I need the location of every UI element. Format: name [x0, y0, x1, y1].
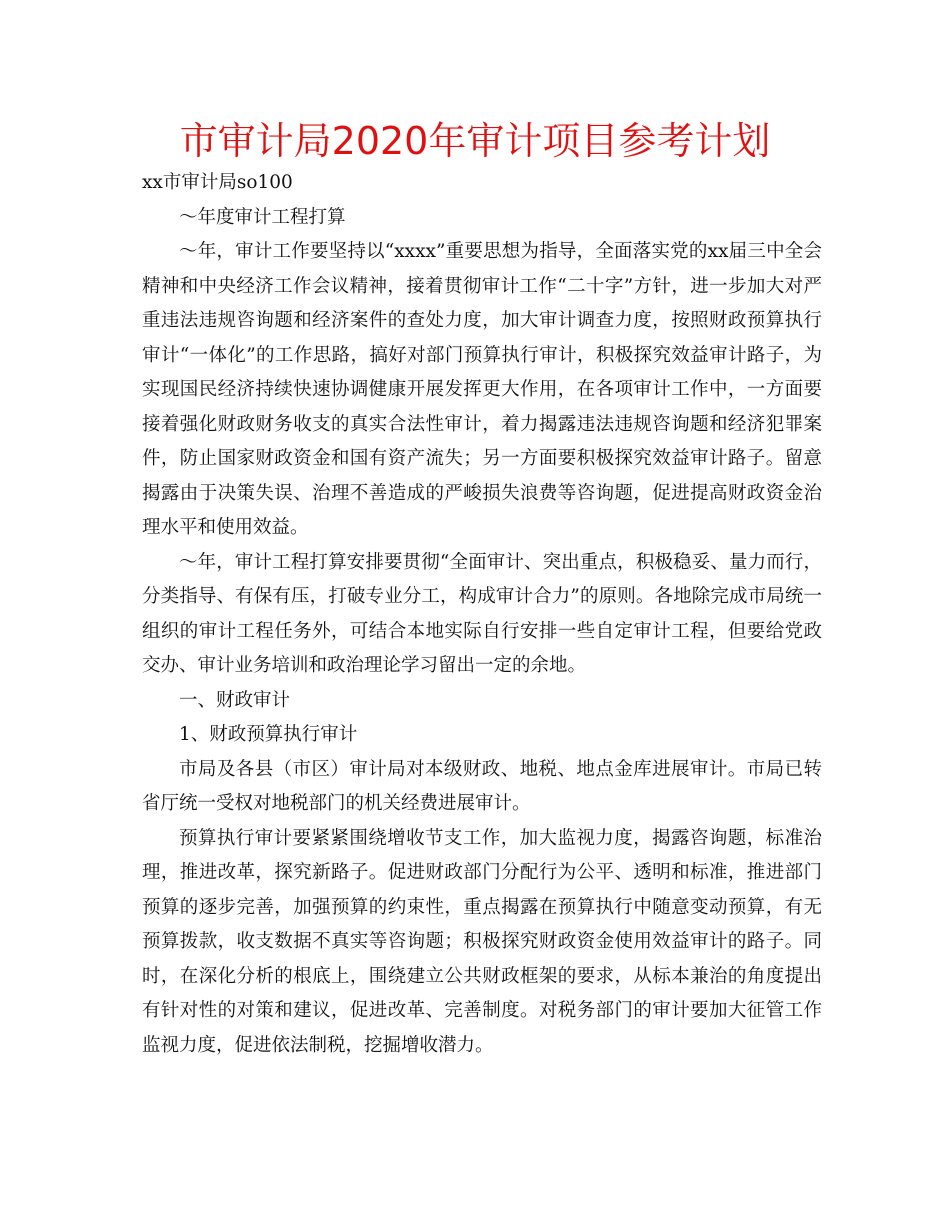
document-body	[142, 166, 822, 1063]
paragraph-budget-audit-details: 预算执行审计要紧紧围绕增收节支工作，加大监视力度，揭露咨询题，标准治理，推进改革，探究新路子。促进财政部门分配行为公平、透明和标准，推进部门预算的逐步完善，加强预算的约束性，重点揭露在预算执行中随意变动预算，有无预算拨款，收支数据不真实等咨询题；积极探究财政资金使用效益审计的路子。同时，在深化分析的根底上，围绕建立公共财政框架的要求，从标本兼治的角度提出有针对性的对策和建议，促进改革、完善制度。对税务部门的审计要加大征管工作监视力度，促进依法制税，挖掘增收潜力。	[142, 827, 822, 1056]
paragraph-overview: ～年，审计工作要坚持以“xxxx”重要思想为指导，全面落实党的xx届三中全会精神和中央经济工作会议精神，接着贯彻审计工作“二十字”方针，进一步加大对严重违法违规咨询题和经济案件的查处力度，加大审计调查力度，按照财政预算执行审计“一体化”的工作思路，搞好对部门预算执行审计，积极探究效益审计路子，为实现国民经济持续快速协调健康开展发挥更大作用，在各项审计工作中，一方面要接着强化财政财务收支的真实合法性审计，着力揭露违法违规咨询题和经济犯罪案件，防止国家财政资金和国有资产流失；另一方面要积极探究效益审计路子。留意揭露由于决策失误、治理不善造成的严峻损失浪费等咨询题，促进提高财政资金治理水平和使用效益。	[142, 241, 822, 538]
section-heading-fiscal-audit: 一、财政审计	[179, 689, 291, 711]
paragraph-principles: ～年，审计工程打算安排要贯彻“全面审计、突出重点，积极稳妥、量力而行，分类指导、有保有压，打破专业分工，构成审计合力”的原则。各地除完成市局统一组织的审计工程任务外，可结合本地实际自行安排一些自定审计工程，但要给党政交办、审计业务培训和政治理论学习留出一定的余地。	[142, 551, 822, 676]
paragraph-scope: 市局及各县（市区）审计局对本级财政、地税、地点金库进展审计。市局已转省厅统一受权对地税部门的机关经费进展审计。	[142, 758, 822, 814]
subsection-heading-budget-execution: 1、财政预算执行审计	[179, 724, 358, 745]
author-line: xx市审计局so100	[142, 172, 293, 193]
document-title: 市审计局2020年审计项目参考计划	[179, 119, 771, 163]
section-heading-annual-plan: ～年度审计工程打算	[179, 206, 346, 228]
